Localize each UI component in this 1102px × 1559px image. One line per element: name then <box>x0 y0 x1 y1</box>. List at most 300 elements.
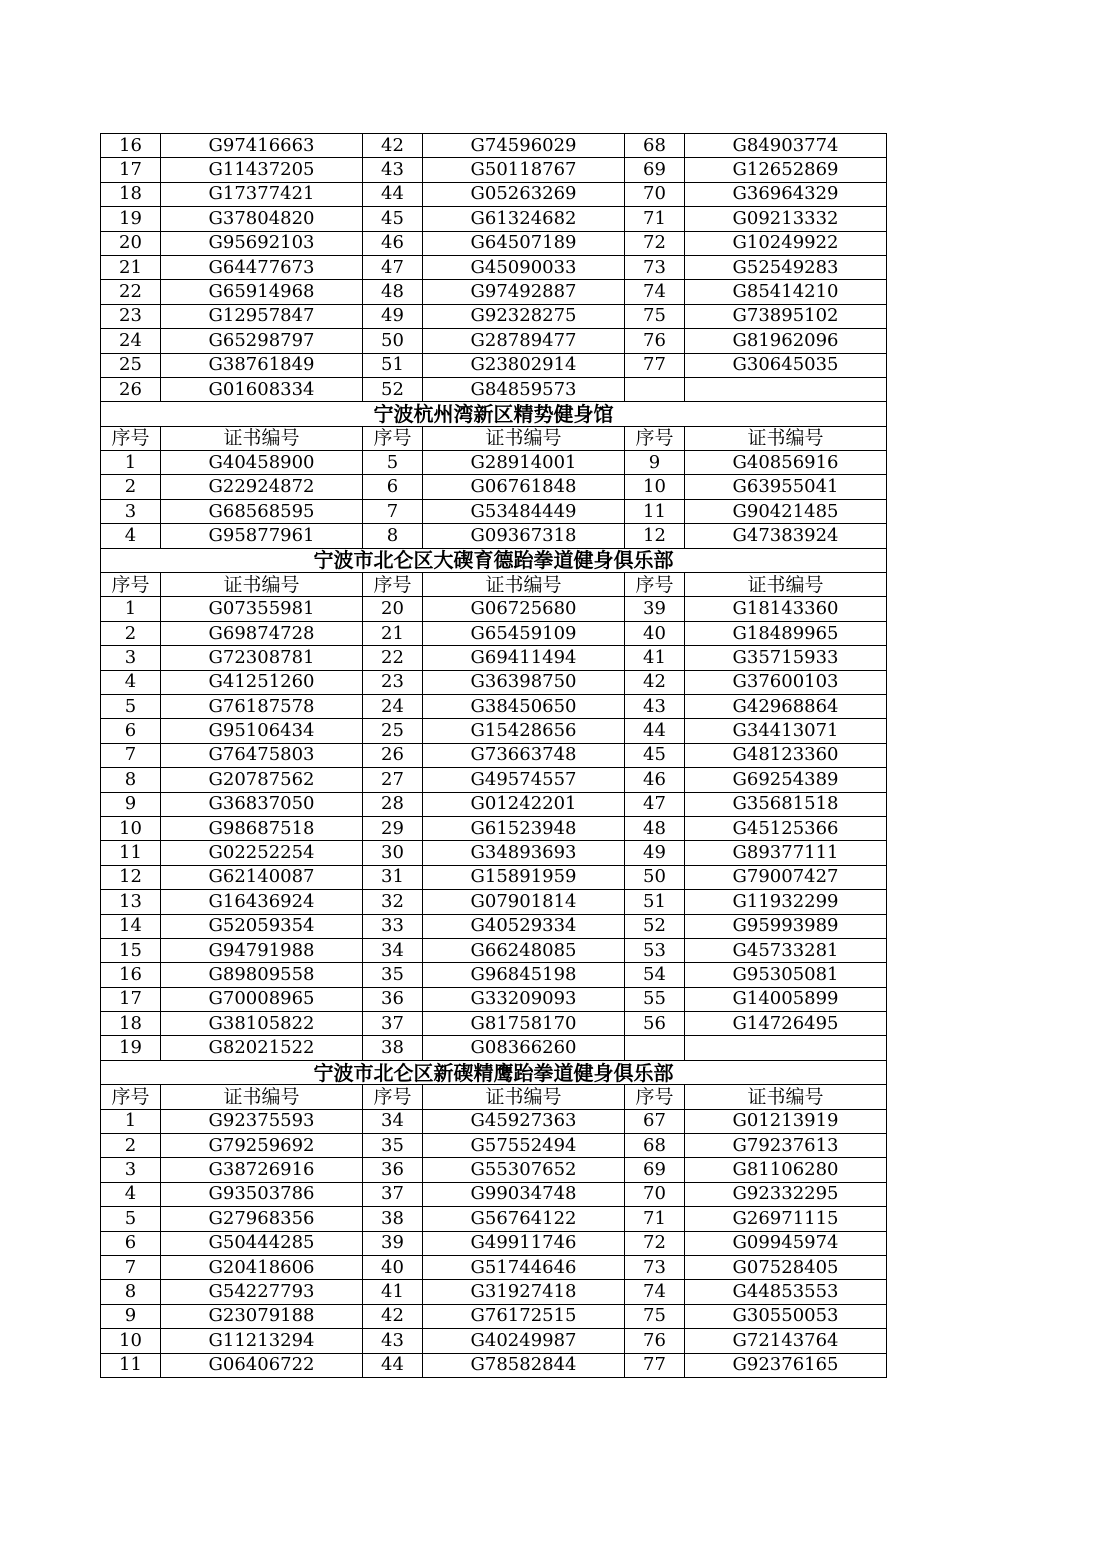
seq-cell: 18 <box>101 182 161 206</box>
seq-cell: 36 <box>363 1158 423 1182</box>
cert-number-cell: G44853553 <box>685 1280 887 1304</box>
cert-number-cell: G33209093 <box>423 987 625 1011</box>
cert-number-cell: G37804820 <box>161 207 363 231</box>
cert-number-cell: G65914968 <box>161 280 363 304</box>
cert-number-cell: G07355981 <box>161 597 363 621</box>
seq-cell: 20 <box>101 231 161 255</box>
seq-cell: 72 <box>625 231 685 255</box>
seq-cell: 48 <box>625 816 685 840</box>
seq-cell: 70 <box>625 1182 685 1206</box>
cert-number-cell: G45090033 <box>423 255 625 279</box>
seq-cell: 26 <box>101 377 161 401</box>
cert-number-header: 证书编号 <box>685 573 887 597</box>
seq-cell: 27 <box>363 768 423 792</box>
cert-number-cell: G52059354 <box>161 914 363 938</box>
table-row <box>101 1158 887 1182</box>
cert-number-cell: G56764122 <box>423 1207 625 1231</box>
seq-cell: 33 <box>363 914 423 938</box>
seq-cell: 53 <box>625 938 685 962</box>
seq-cell: 7 <box>363 499 423 523</box>
cert-number-cell: G89809558 <box>161 963 363 987</box>
cert-number-cell: G45927363 <box>423 1109 625 1133</box>
cert-number-cell: G89377111 <box>685 841 887 865</box>
cert-number-cell: G06725680 <box>423 597 625 621</box>
seq-cell: 2 <box>101 475 161 499</box>
seq-header: 序号 <box>101 426 161 450</box>
cert-number-cell: G20787562 <box>161 768 363 792</box>
cert-number-cell: G34413071 <box>685 719 887 743</box>
seq-cell: 2 <box>101 621 161 645</box>
cert-number-cell: G76475803 <box>161 743 363 767</box>
cert-number-cell: G15891959 <box>423 865 625 889</box>
seq-cell: 43 <box>625 694 685 718</box>
table-row <box>101 1134 887 1158</box>
table-row <box>101 1353 887 1377</box>
cert-number-cell: G02252254 <box>161 841 363 865</box>
cert-number-cell: G81962096 <box>685 329 887 353</box>
cert-number-cell: G66248085 <box>423 938 625 962</box>
cert-number-cell: G95692103 <box>161 231 363 255</box>
seq-cell: 4 <box>101 670 161 694</box>
cert-number-cell: G26971115 <box>685 1207 887 1231</box>
seq-cell: 52 <box>363 377 423 401</box>
cert-number-cell: G97416663 <box>161 134 363 158</box>
seq-cell: 56 <box>625 1012 685 1036</box>
cert-number-cell: G11932299 <box>685 890 887 914</box>
cert-number-cell: G76172515 <box>423 1304 625 1328</box>
seq-cell: 46 <box>625 768 685 792</box>
seq-cell: 35 <box>363 1134 423 1158</box>
cert-number-cell: G10249922 <box>685 231 887 255</box>
seq-cell: 19 <box>101 1036 161 1060</box>
seq-cell: 43 <box>363 1329 423 1353</box>
cert-number-header: 证书编号 <box>161 1085 363 1109</box>
cert-number-cell: G92328275 <box>423 304 625 328</box>
seq-cell: 11 <box>625 499 685 523</box>
seq-cell: 41 <box>363 1280 423 1304</box>
table-row <box>101 451 887 475</box>
cert-number-cell: G93503786 <box>161 1182 363 1206</box>
cert-number-cell: G07528405 <box>685 1255 887 1279</box>
cert-number-cell: G40529334 <box>423 914 625 938</box>
seq-cell: 42 <box>363 1304 423 1328</box>
seq-cell: 74 <box>625 280 685 304</box>
seq-cell: 41 <box>625 646 685 670</box>
table-row <box>101 597 887 621</box>
cert-number-cell: G38726916 <box>161 1158 363 1182</box>
seq-cell: 12 <box>625 524 685 548</box>
table-row <box>101 816 887 840</box>
seq-cell: 38 <box>363 1207 423 1231</box>
seq-cell: 36 <box>363 987 423 1011</box>
seq-cell: 71 <box>625 207 685 231</box>
column-header-row <box>101 426 887 450</box>
cert-number-cell: G57552494 <box>423 1134 625 1158</box>
cert-number-header: 证书编号 <box>685 426 887 450</box>
section-title-row <box>101 402 887 426</box>
seq-cell: 74 <box>625 1280 685 1304</box>
cert-number-cell: G36837050 <box>161 792 363 816</box>
seq-header: 序号 <box>625 573 685 597</box>
cert-number-cell: G01242201 <box>423 792 625 816</box>
cert-number-cell: G36964329 <box>685 182 887 206</box>
seq-cell: 10 <box>101 816 161 840</box>
seq-cell: 76 <box>625 1329 685 1353</box>
cert-number-cell: G92375593 <box>161 1109 363 1133</box>
cert-number-cell: G50444285 <box>161 1231 363 1255</box>
cert-number-cell: G78582844 <box>423 1353 625 1377</box>
seq-cell: 4 <box>101 1182 161 1206</box>
seq-cell: 37 <box>363 1012 423 1036</box>
cert-number-cell: G53484449 <box>423 499 625 523</box>
cert-number-cell: G12652869 <box>685 158 887 182</box>
seq-cell: 77 <box>625 1353 685 1377</box>
seq-cell: 6 <box>363 475 423 499</box>
seq-cell: 68 <box>625 134 685 158</box>
seq-cell: 67 <box>625 1109 685 1133</box>
cert-number-cell: G98687518 <box>161 816 363 840</box>
section-title: 宁波市北仑区新碶精鹰跆拳道健身俱乐部 <box>101 1060 887 1084</box>
cert-number-header: 证书编号 <box>423 1085 625 1109</box>
column-header-row <box>101 1085 887 1109</box>
seq-cell: 10 <box>625 475 685 499</box>
cert-number-cell: G55307652 <box>423 1158 625 1182</box>
cert-number-cell <box>685 377 887 401</box>
seq-cell: 1 <box>101 451 161 475</box>
seq-cell: 71 <box>625 1207 685 1231</box>
cert-number-cell: G23079188 <box>161 1304 363 1328</box>
seq-cell: 25 <box>363 719 423 743</box>
seq-cell: 68 <box>625 1134 685 1158</box>
cert-number-cell: G92332295 <box>685 1182 887 1206</box>
seq-cell: 21 <box>363 621 423 645</box>
cert-number-cell: G05263269 <box>423 182 625 206</box>
cert-number-cell: G95993989 <box>685 914 887 938</box>
table-row <box>101 499 887 523</box>
table-row <box>101 182 887 206</box>
table-row <box>101 304 887 328</box>
cert-number-cell: G34893693 <box>423 841 625 865</box>
seq-cell: 76 <box>625 329 685 353</box>
table-row <box>101 353 887 377</box>
cert-number-cell: G79259692 <box>161 1134 363 1158</box>
table-row <box>101 865 887 889</box>
seq-cell: 12 <box>101 865 161 889</box>
seq-cell: 50 <box>363 329 423 353</box>
cert-number-cell: G09367318 <box>423 524 625 548</box>
cert-number-cell: G74596029 <box>423 134 625 158</box>
cert-number-cell: G90421485 <box>685 499 887 523</box>
seq-header: 序号 <box>363 426 423 450</box>
seq-cell: 54 <box>625 963 685 987</box>
cert-number-cell: G40458900 <box>161 451 363 475</box>
cert-number-cell: G41251260 <box>161 670 363 694</box>
seq-cell: 8 <box>101 768 161 792</box>
seq-cell: 8 <box>363 524 423 548</box>
seq-cell: 7 <box>101 743 161 767</box>
cert-number-cell: G81106280 <box>685 1158 887 1182</box>
cert-number-cell: G95877961 <box>161 524 363 548</box>
seq-cell: 29 <box>363 816 423 840</box>
cert-number-cell: G07901814 <box>423 890 625 914</box>
seq-cell: 75 <box>625 304 685 328</box>
table-row <box>101 621 887 645</box>
cert-number-cell: G73663748 <box>423 743 625 767</box>
cert-number-cell: G28914001 <box>423 451 625 475</box>
seq-cell: 34 <box>363 1109 423 1133</box>
cert-number-cell: G15428656 <box>423 719 625 743</box>
seq-cell: 50 <box>625 865 685 889</box>
seq-cell: 39 <box>363 1231 423 1255</box>
seq-header: 序号 <box>101 573 161 597</box>
seq-cell: 75 <box>625 1304 685 1328</box>
seq-cell: 11 <box>101 1353 161 1377</box>
cert-number-cell: G50118767 <box>423 158 625 182</box>
seq-cell: 35 <box>363 963 423 987</box>
seq-cell: 18 <box>101 1012 161 1036</box>
cert-number-cell: G99034748 <box>423 1182 625 1206</box>
seq-cell: 44 <box>363 182 423 206</box>
cert-number-cell: G01213919 <box>685 1109 887 1133</box>
cert-number-header: 证书编号 <box>161 573 363 597</box>
seq-cell: 7 <box>101 1255 161 1279</box>
seq-cell: 21 <box>101 255 161 279</box>
seq-cell: 46 <box>363 231 423 255</box>
seq-cell: 48 <box>363 280 423 304</box>
seq-cell: 20 <box>363 597 423 621</box>
cert-number-cell: G11437205 <box>161 158 363 182</box>
cert-number-cell: G35715933 <box>685 646 887 670</box>
cert-number-cell: G54227793 <box>161 1280 363 1304</box>
cert-number-cell: G72143764 <box>685 1329 887 1353</box>
table-row <box>101 743 887 767</box>
cert-number-cell: G01608334 <box>161 377 363 401</box>
table-row <box>101 475 887 499</box>
seq-cell: 49 <box>625 841 685 865</box>
seq-cell: 44 <box>363 1353 423 1377</box>
seq-cell: 51 <box>363 353 423 377</box>
cert-number-cell: G17377421 <box>161 182 363 206</box>
seq-cell: 31 <box>363 865 423 889</box>
cert-number-cell: G40856916 <box>685 451 887 475</box>
cert-number-cell: G47383924 <box>685 524 887 548</box>
seq-cell: 24 <box>101 329 161 353</box>
table-row <box>101 963 887 987</box>
cert-number-cell: G23802914 <box>423 353 625 377</box>
cert-number-cell: G69254389 <box>685 768 887 792</box>
table-row <box>101 890 887 914</box>
table-row <box>101 158 887 182</box>
seq-cell: 32 <box>363 890 423 914</box>
seq-cell: 37 <box>363 1182 423 1206</box>
table-row <box>101 670 887 694</box>
table-row <box>101 1231 887 1255</box>
cert-number-header: 证书编号 <box>423 426 625 450</box>
cert-number-header: 证书编号 <box>161 426 363 450</box>
seq-cell: 73 <box>625 1255 685 1279</box>
section-title: 宁波市北仑区大碶育德跆拳道健身俱乐部 <box>101 548 887 572</box>
cert-number-cell: G69411494 <box>423 646 625 670</box>
cert-number-cell: G94791988 <box>161 938 363 962</box>
cert-number-cell: G70008965 <box>161 987 363 1011</box>
table-row <box>101 987 887 1011</box>
cert-number-cell: G42968864 <box>685 694 887 718</box>
cert-number-cell: G08366260 <box>423 1036 625 1060</box>
seq-cell: 17 <box>101 158 161 182</box>
seq-cell: 9 <box>101 1304 161 1328</box>
cert-number-cell: G18143360 <box>685 597 887 621</box>
seq-cell: 1 <box>101 597 161 621</box>
cert-number-cell: G73895102 <box>685 304 887 328</box>
cert-number-cell: G45733281 <box>685 938 887 962</box>
table-row <box>101 938 887 962</box>
seq-cell: 9 <box>101 792 161 816</box>
seq-cell: 70 <box>625 182 685 206</box>
seq-cell: 22 <box>101 280 161 304</box>
seq-cell: 10 <box>101 1329 161 1353</box>
cert-number-cell: G72308781 <box>161 646 363 670</box>
cert-number-cell: G65298797 <box>161 329 363 353</box>
cert-number-cell: G18489965 <box>685 621 887 645</box>
seq-cell: 49 <box>363 304 423 328</box>
seq-cell: 6 <box>101 1231 161 1255</box>
seq-cell: 3 <box>101 499 161 523</box>
seq-cell: 16 <box>101 963 161 987</box>
seq-cell: 51 <box>625 890 685 914</box>
table-row <box>101 914 887 938</box>
seq-cell: 23 <box>101 304 161 328</box>
seq-cell: 40 <box>625 621 685 645</box>
table-row <box>101 231 887 255</box>
seq-cell: 30 <box>363 841 423 865</box>
cert-number-cell: G85414210 <box>685 280 887 304</box>
seq-header: 序号 <box>101 1085 161 1109</box>
cert-number-header: 证书编号 <box>423 573 625 597</box>
seq-cell: 40 <box>363 1255 423 1279</box>
cert-number-cell: G06761848 <box>423 475 625 499</box>
cert-number-cell: G95305081 <box>685 963 887 987</box>
cert-number-cell: G63955041 <box>685 475 887 499</box>
cert-number-cell: G20418606 <box>161 1255 363 1279</box>
cert-number-cell: G11213294 <box>161 1329 363 1353</box>
table-row <box>101 207 887 231</box>
cert-number-cell: G09213332 <box>685 207 887 231</box>
seq-cell: 39 <box>625 597 685 621</box>
cert-number-cell: G40249987 <box>423 1329 625 1353</box>
cert-number-cell: G49574557 <box>423 768 625 792</box>
seq-cell: 45 <box>363 207 423 231</box>
cert-number-cell: G36398750 <box>423 670 625 694</box>
seq-cell: 47 <box>625 792 685 816</box>
cert-number-cell: G49911746 <box>423 1231 625 1255</box>
seq-cell: 34 <box>363 938 423 962</box>
table-row <box>101 1280 887 1304</box>
certificate-table <box>100 133 887 1378</box>
cert-number-cell: G06406722 <box>161 1353 363 1377</box>
section-title-row <box>101 548 887 572</box>
seq-cell: 2 <box>101 1134 161 1158</box>
seq-cell: 9 <box>625 451 685 475</box>
cert-number-cell: G97492887 <box>423 280 625 304</box>
cert-number-cell: G95106434 <box>161 719 363 743</box>
table-row <box>101 377 887 401</box>
cert-number-cell: G51744646 <box>423 1255 625 1279</box>
cert-number-cell: G38450650 <box>423 694 625 718</box>
cert-number-cell: G12957847 <box>161 304 363 328</box>
table-row <box>101 768 887 792</box>
seq-header: 序号 <box>625 426 685 450</box>
seq-cell <box>625 1036 685 1060</box>
cert-number-cell: G65459109 <box>423 621 625 645</box>
seq-cell: 24 <box>363 694 423 718</box>
cert-number-cell: G61324682 <box>423 207 625 231</box>
cert-number-cell: G22924872 <box>161 475 363 499</box>
cert-number-cell: G61523948 <box>423 816 625 840</box>
cert-number-cell: G16436924 <box>161 890 363 914</box>
table-row <box>101 841 887 865</box>
seq-cell: 22 <box>363 646 423 670</box>
seq-header: 序号 <box>363 573 423 597</box>
seq-cell: 47 <box>363 255 423 279</box>
seq-cell: 5 <box>363 451 423 475</box>
cert-number-cell: G37600103 <box>685 670 887 694</box>
table-row <box>101 719 887 743</box>
cert-number-cell: G48123360 <box>685 743 887 767</box>
table-row <box>101 1109 887 1133</box>
table-row <box>101 329 887 353</box>
seq-cell: 3 <box>101 1158 161 1182</box>
cert-number-cell: G96845198 <box>423 963 625 987</box>
cert-number-header: 证书编号 <box>685 1085 887 1109</box>
seq-cell: 16 <box>101 134 161 158</box>
seq-cell: 52 <box>625 914 685 938</box>
cert-number-cell: G35681518 <box>685 792 887 816</box>
cert-number-cell: G14005899 <box>685 987 887 1011</box>
cert-number-cell: G84903774 <box>685 134 887 158</box>
seq-cell: 69 <box>625 158 685 182</box>
seq-cell: 5 <box>101 694 161 718</box>
cert-number-cell: G76187578 <box>161 694 363 718</box>
seq-cell: 19 <box>101 207 161 231</box>
seq-cell: 26 <box>363 743 423 767</box>
cert-number-cell: G52549283 <box>685 255 887 279</box>
cert-number-cell: G64507189 <box>423 231 625 255</box>
table-row <box>101 1182 887 1206</box>
seq-cell: 3 <box>101 646 161 670</box>
cert-number-cell: G84859573 <box>423 377 625 401</box>
seq-cell: 11 <box>101 841 161 865</box>
table-row <box>101 1329 887 1353</box>
cert-number-cell: G79237613 <box>685 1134 887 1158</box>
seq-cell: 44 <box>625 719 685 743</box>
seq-cell: 23 <box>363 670 423 694</box>
cert-number-cell: G64477673 <box>161 255 363 279</box>
table-row <box>101 524 887 548</box>
seq-cell: 15 <box>101 938 161 962</box>
cert-number-cell: G79007427 <box>685 865 887 889</box>
seq-cell: 38 <box>363 1036 423 1060</box>
cert-number-cell: G38761849 <box>161 353 363 377</box>
seq-cell: 77 <box>625 353 685 377</box>
seq-cell: 4 <box>101 524 161 548</box>
cert-number-cell: G30645035 <box>685 353 887 377</box>
cert-number-cell: G28789477 <box>423 329 625 353</box>
seq-cell: 13 <box>101 890 161 914</box>
cert-number-cell: G38105822 <box>161 1012 363 1036</box>
table-row <box>101 255 887 279</box>
cert-number-cell: G68568595 <box>161 499 363 523</box>
section-title-row <box>101 1060 887 1084</box>
